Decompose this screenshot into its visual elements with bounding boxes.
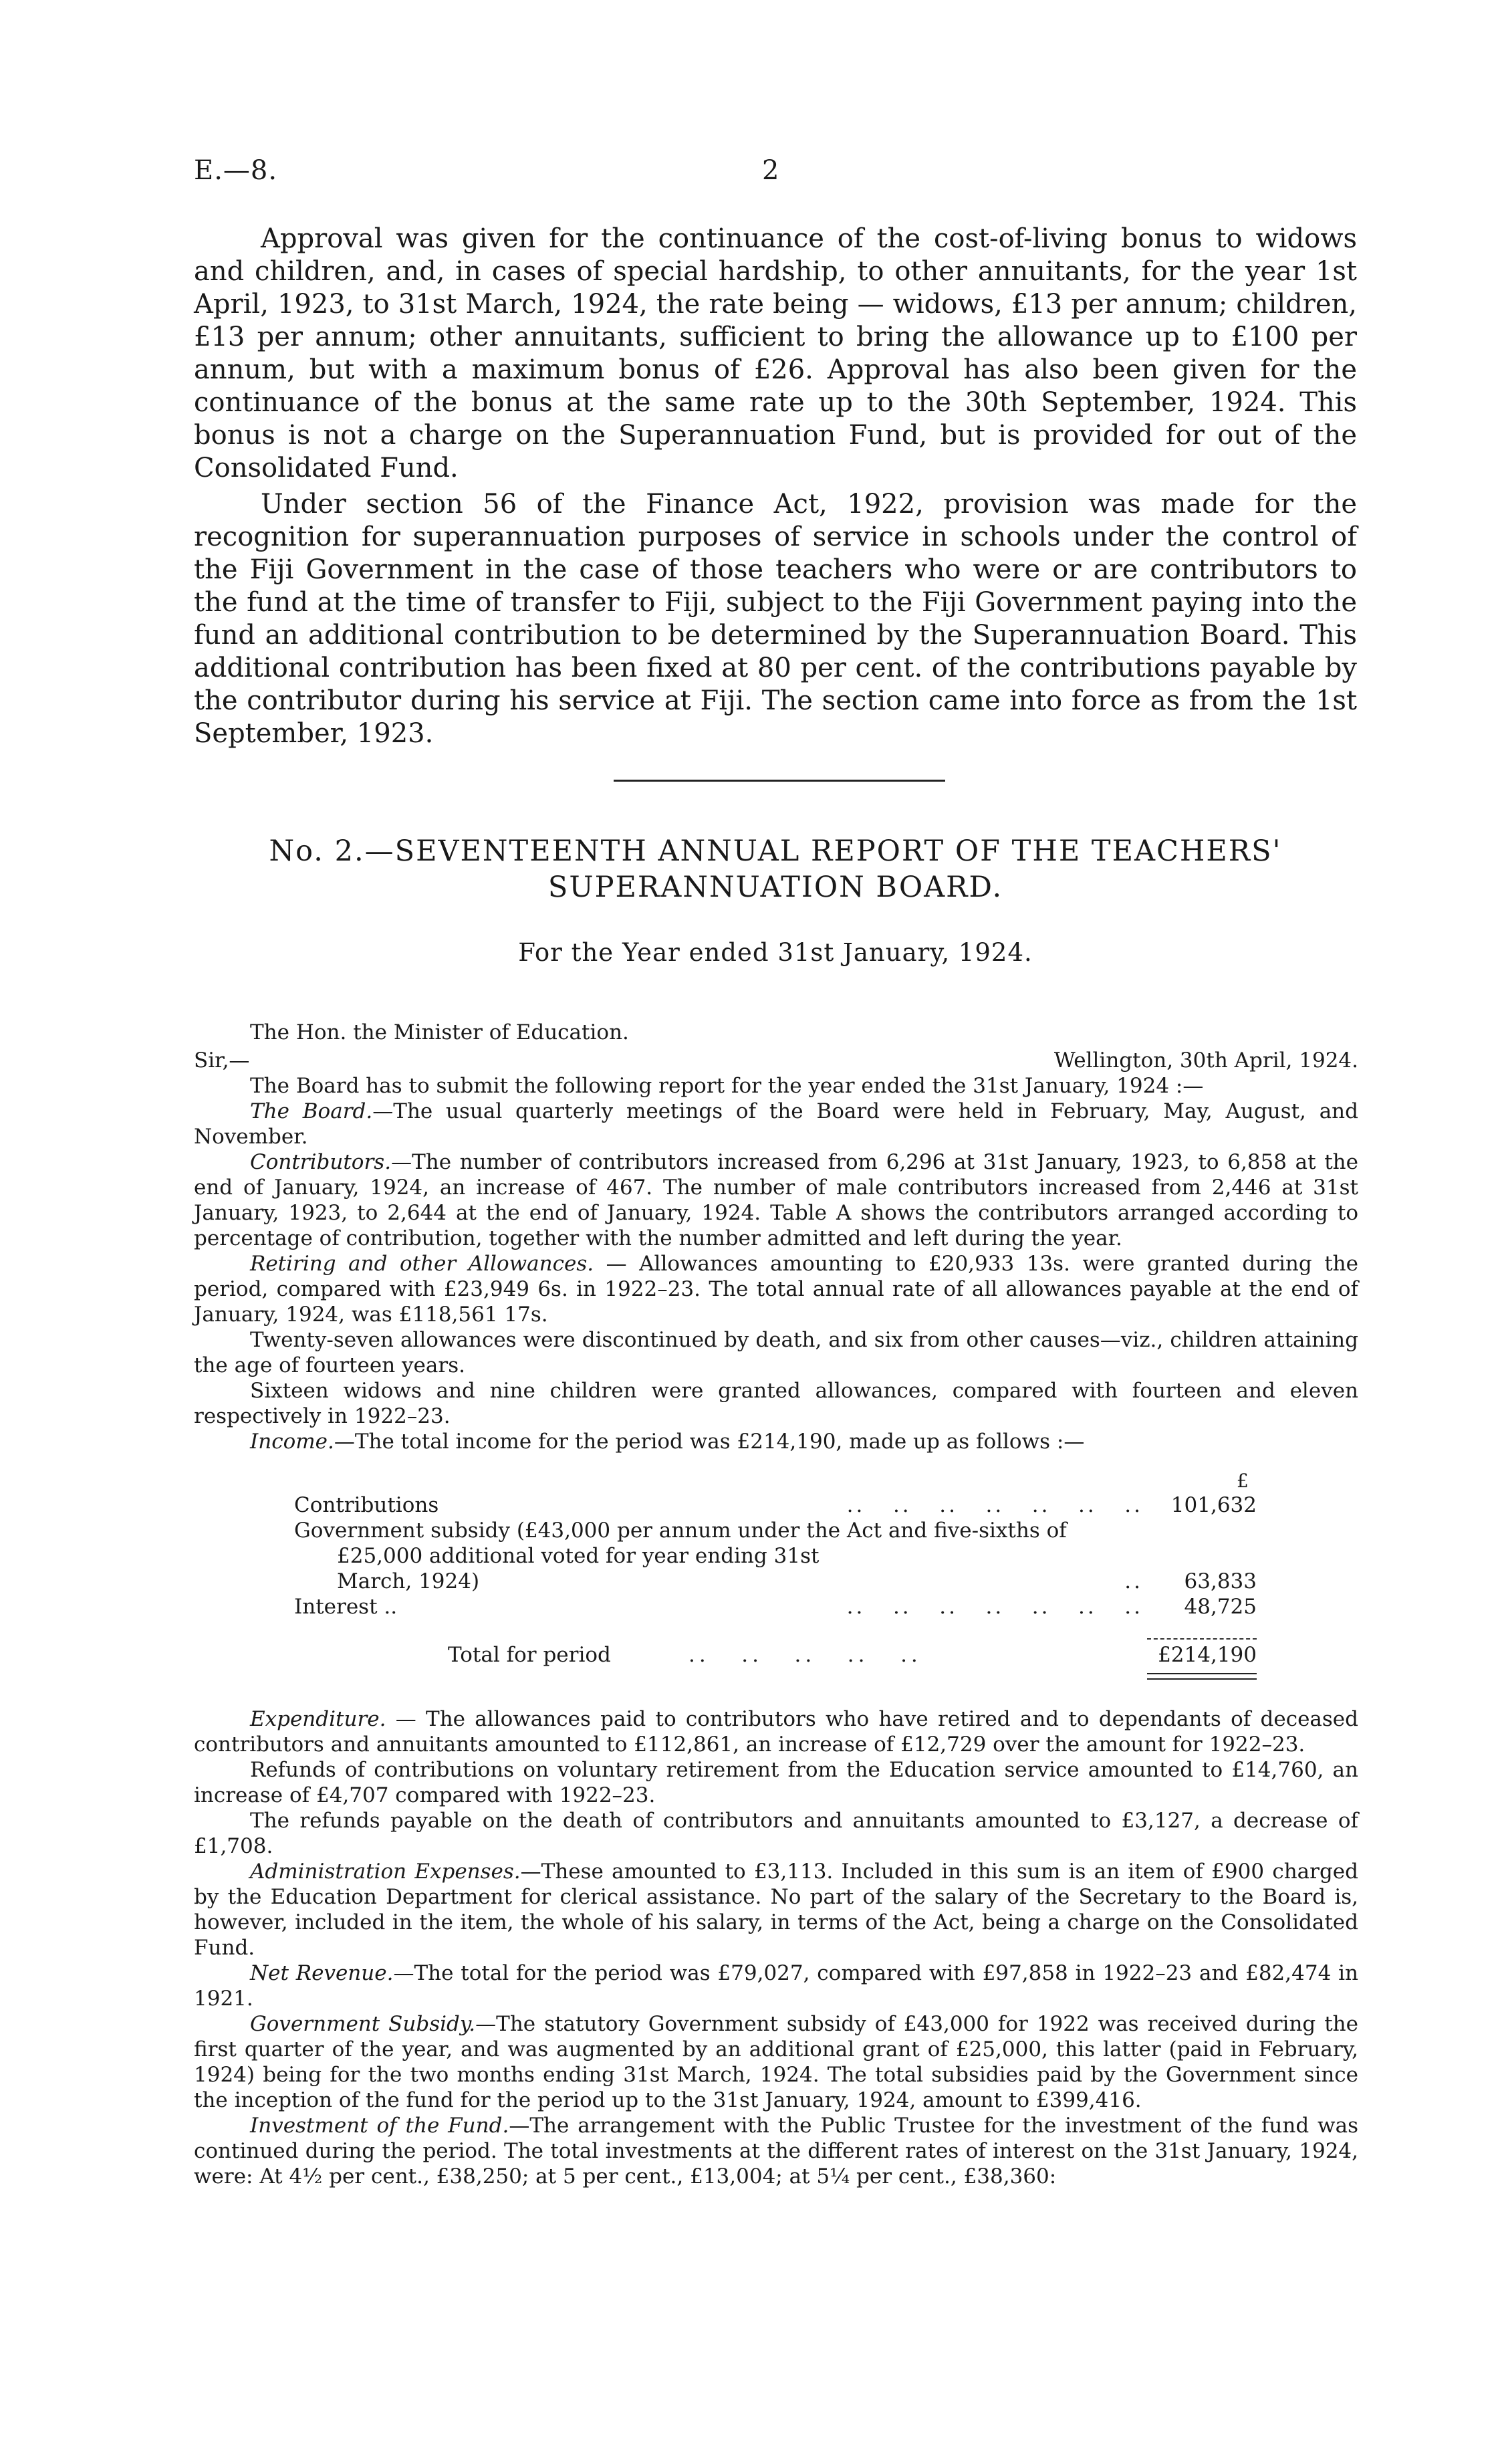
series-code: E.—8.: [194, 155, 278, 186]
section-heading: Expenditure.: [250, 1707, 386, 1731]
row-label: Government subsidy (£43,000 per annum under the Act and five-sixths of: [294, 1519, 1067, 1543]
section-text: — Allowances amounting to £20,933 13s. were granted during the period, compared with £23,949 6s. in 1922–23. The total annual rate of all allowances payable at the end of January, 1924, was £118,561 17s.: [194, 1252, 1358, 1327]
addressee: [194, 1020, 1358, 1045]
section-text: —The number of contributors increased from 6,296 at 31st January, 1923, to 6,858 at the end of January, 1924, an increase of 467. The number of male contributors increased from 2,446 at 31st January, 1923, to 2,644 at the end of January, 1924. Table A shows the contributors arranged according to percentage of contribution, together with the number admitted and left during the year.: [194, 1150, 1358, 1250]
report-paragraph: [194, 1149, 1358, 1251]
section-text: —The total for the period was £79,027, compared with £97,858 in 1922–23 and £82,474 in 1921.: [194, 1961, 1358, 2011]
report-paragraph: [194, 1327, 1358, 1378]
addressee-text: The Hon. the Minister of Education.: [250, 1020, 629, 1044]
leader-dots: .. .. .. .. .. .. ..: [846, 1493, 1143, 1517]
paragraph-text: Under section 56 of the Finance Act, 1922, provision was made for the recognition for superannuation purposes of service in schools under the control of the Fiji Government in the case of those teachers who were or are contributors to the fund at the time of transfer to Fiji, subject to the Fiji Government paying into the fund an additional contribution to be determined by the Superannuation Board. This additional contribution has been fixed at 80 per cent. of the contributions payable by the contributor during his service at Fiji. The section came into force as from the 1st September, 1923.: [194, 489, 1357, 749]
leader-dots: .. .. .. .. ..: [689, 1643, 922, 1667]
intro-paragraph-2: [194, 488, 1357, 750]
salutation: Sir,—: [194, 1048, 250, 1073]
section-text: —These amounted to £3,113. Included in this sum is an item of £900 charged by the Education Department for clerical assistance. No part of the salary of the Secretary to the Board is, however, included in the item, the whole of his salary, in terms of the Act, being a charge on the Consolidated Fund.: [194, 1860, 1358, 1960]
leader-dots: .. .. .. .. .. .. ..: [846, 1595, 1143, 1619]
section-heading: Administration Expenses.: [250, 1860, 521, 1884]
section-heading: The Board.: [250, 1099, 373, 1123]
section-text: Twenty-seven allowances were discontinued by death, and six from other causes—viz., children attaining the age of fourteen years.: [194, 1328, 1358, 1377]
table-row: [294, 1492, 1257, 1518]
section-divider: [614, 780, 945, 782]
section-text: Refunds of contributions on voluntary retirement from the Education service amounted to £14,760, an increase of £4,707 compared with 1922–23.: [194, 1758, 1358, 1807]
report-body-part-2: [194, 1706, 1358, 2189]
section-text: —The total income for the period was £214,190, made up as follows :—: [334, 1430, 1085, 1454]
subtotal-rule: [1147, 1638, 1257, 1640]
report-paragraph: [194, 2113, 1358, 2189]
section-text: — The allowances paid to contributors who have retired and to dependants of deceased contributors and annuitants amounted to £112,861, an increase of £12,729 over the amount for 1922–23.: [194, 1707, 1358, 1757]
paragraph-text: Approval was given for the continuance of the cost-of-living bonus to widows and children, and, in cases of special hardship, to other annuitants, for the year 1st April, 1923, to 31st March, 1924, the rate being — widows, £13 per annum; children, £13 per annum; other annuitants, sufficient to bring the allowance up to £100 per annum, but with a maximum bonus of £26. Approval has also been given for the continuance of the bonus at the same rate up to the 30th September, 1924. This bonus is not a charge on the Superannuation Fund, but is provided for out of the Consolidated Fund.: [194, 223, 1357, 483]
section-text: Sixteen widows and nine children were granted allowances, compared with fourteen and eleven respectively in 1922–23.: [194, 1379, 1358, 1428]
row-amount: 101,632: [1170, 1493, 1257, 1517]
section-heading: Retiring and other Allowances.: [250, 1252, 594, 1276]
section-heading: Investment of the Fund.: [250, 2114, 509, 2138]
report-subtitle: For the Year ended 31st January, 1924.: [518, 938, 1033, 967]
currency-column-header: £: [1237, 1470, 1249, 1492]
section-heading: Net Revenue.: [250, 1961, 394, 1985]
total-label: Total for period: [448, 1643, 611, 1667]
table-row: [294, 1543, 1257, 1594]
report-paragraph: [194, 1757, 1358, 1808]
row-amount: 63,833: [1184, 1569, 1257, 1593]
row-amount: 48,725: [1184, 1595, 1257, 1619]
intro-paragraph-1: [194, 223, 1357, 485]
salutation-line: [194, 1048, 1358, 1073]
section-text: —The statutory Government subsidy of £43,000 for 1922 was received during the first quarter of the year, and was augmented by an additional grant of £25,000, this latter (paid in February, 1924) being for the two months ending 31st March, 1924. The total subsidies paid by the Government since the inception of the fund for the period up to the 31st January, 1924, amount to £399,416.: [194, 2012, 1358, 2112]
leader-dots: ..: [1124, 1569, 1143, 1593]
section-text: The refunds payable on the death of contributors and annuitants amounted to £3,127, a decrease of £1,708.: [194, 1809, 1358, 1858]
report-paragraph: [194, 2011, 1358, 2113]
section-text: —The usual quarterly meetings of the Board were held in February, May, August, and November.: [194, 1099, 1358, 1149]
row-label: £25,000 additional voted for year ending 31st March, 1924): [337, 1544, 820, 1593]
section-text: —The arrangement with the Public Trustee for the investment of the fund was continued during the period. The total investments at the different rates of interest on the 31st January, 1924, were: At 4½ per cent., £38,250; at 5 per cent., £13,004; at 5¼ per cent., £38,360:: [194, 2114, 1358, 2189]
table-row: [294, 1518, 1257, 1543]
row-label: Interest ..: [294, 1595, 398, 1619]
report-paragraph: [194, 1099, 1358, 1149]
income-table: [294, 1492, 1257, 1619]
section-heading: Income.: [250, 1430, 334, 1454]
section-heading: Contributors.: [250, 1150, 392, 1174]
report-paragraph: [194, 1378, 1358, 1429]
opening-paragraph: The Board has to submit the following report for the year ended the 31st January, 1924 :—: [250, 1074, 1204, 1098]
report-paragraph: [194, 1251, 1358, 1327]
page-number: 2: [762, 155, 779, 186]
total-double-rule: [1147, 1673, 1257, 1680]
place-date: Wellington, 30th April, 1924.: [1053, 1048, 1358, 1073]
report-paragraph: [194, 1429, 1358, 1454]
report-paragraph: [194, 1859, 1358, 1961]
row-amount: [1150, 1518, 1257, 1543]
total-amount: £214,190: [1158, 1643, 1257, 1667]
report-body-part-1: [194, 1073, 1358, 1454]
report-paragraph: [194, 1706, 1358, 1757]
report-paragraph: [194, 1961, 1358, 2011]
table-row: [294, 1594, 1257, 1619]
report-title: No. 2.—SEVENTEENTH ANNUAL REPORT OF THE TEACHERS' SUPERANNUATION BOARD.: [269, 834, 1282, 904]
section-heading: Government Subsidy.: [250, 2012, 476, 2036]
report-paragraph: [194, 1808, 1358, 1859]
row-label: Contributions: [294, 1493, 439, 1517]
